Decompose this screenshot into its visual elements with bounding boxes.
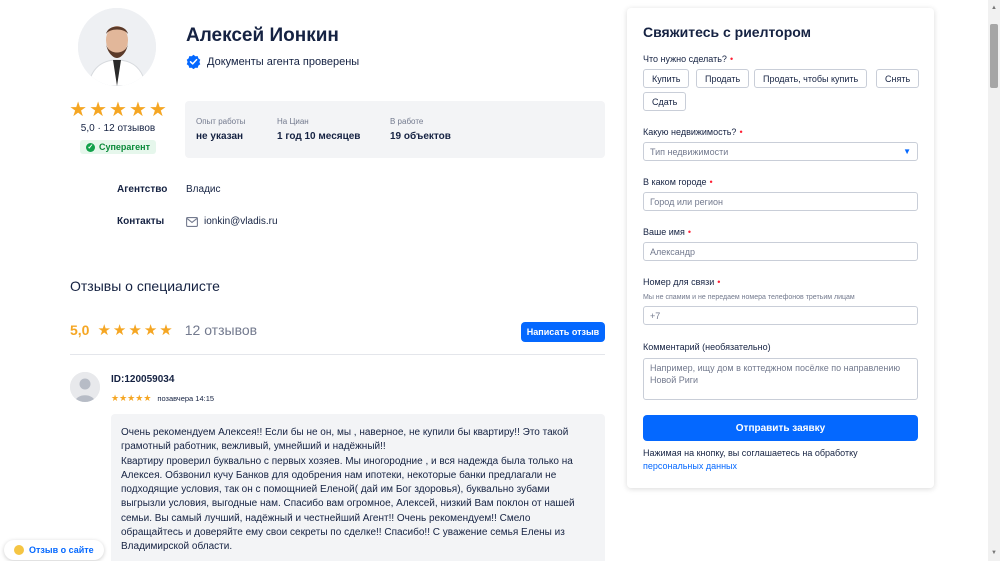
phone-placeholder: +7	[650, 310, 661, 321]
required-mark: •	[739, 127, 743, 137]
stat-label: На Циан	[277, 117, 309, 126]
superagent-icon: ✓	[87, 144, 94, 151]
star-icon: ★	[159, 321, 173, 339]
agree-text	[643, 447, 918, 473]
star-icon: ★	[112, 321, 127, 339]
city-input[interactable]	[643, 192, 918, 211]
site-feedback-button[interactable]	[4, 540, 104, 560]
chip-buy[interactable]: Купить	[643, 69, 689, 88]
chip-lease[interactable]: Сдать	[643, 92, 686, 111]
what-label-text: Что нужно сделать?	[643, 54, 727, 64]
reviews-title: Отзывы о специалисте	[70, 278, 220, 294]
stat-value: 1 год 10 месяцев	[277, 131, 361, 142]
chip-sell-to-buy[interactable]: Продать, чтобы купить	[754, 69, 867, 88]
rating-stars	[70, 100, 166, 120]
property-placeholder: Тип недвижимости	[650, 146, 729, 157]
city-label-text: В каком городе	[643, 177, 707, 187]
review-text: Очень рекомендуем Алексея!! Если бы не он, мы , наверное, не купили бы квартиру!! Это такой грамотный работник, вежливый, умнейший и надёжный!! Квартиру проверил буквально с первых хозяев. Мы иногородние , и вся надежда была только на Алексея. Обзвонил кучу Банков для одобрения нам ипотеки, некоторые банки предлагали не подходящие условия, так он с помощнией Еленой( дай им Бог здоровья), буквально зубами выгрызли условия, выгодные нам. Спасибо вам огромное, Алексей, низкий Вам поклон от нашей семьи. Вы самый лучший, надёжный и честнейший Агент!! Очень рекомендуем!! Смело обращайтесь и доверяйте ему свои секреты по сделке!! Спасибо!! С уважение семья Елены из Владимирской области.	[111, 414, 605, 561]
property-label-text: Какую недвижимость?	[643, 127, 737, 137]
star-icon: ★	[143, 393, 152, 403]
star-icon: ★	[109, 99, 127, 121]
stat-value: 19 объектов	[390, 131, 451, 142]
agent-name: Алексей Ионкин	[186, 25, 339, 46]
reviews-stars	[97, 323, 172, 338]
agent-stats	[185, 101, 605, 158]
comment-label: Комментарий (необязательно)	[643, 342, 771, 352]
star-icon: ★	[97, 321, 111, 339]
agent-rating	[70, 100, 166, 154]
review-stars	[111, 393, 151, 404]
reviewer-avatar-icon	[70, 372, 100, 402]
comment-textarea[interactable]: Например, ищу дом в коттеджном посёлке по направлению Новой Риги	[643, 358, 918, 400]
contacts-label: Контакты	[117, 216, 165, 227]
stat-experience	[196, 117, 245, 142]
stat-on-cian	[277, 117, 360, 142]
scroll-up-icon[interactable]: ▲	[991, 5, 997, 11]
agency-label: Агентство	[117, 184, 168, 195]
stat-label: В работе	[390, 117, 424, 126]
phone-label	[643, 277, 720, 287]
agree-text-body: Нажимая на кнопку, вы соглашаетесь на обработку	[643, 448, 858, 458]
review-date: позавчера 14:15	[157, 394, 215, 403]
reviews-summary	[70, 322, 257, 338]
chevron-down-icon: ▼	[903, 147, 911, 156]
phone-label-text: Номер для связи	[643, 277, 715, 287]
verified-badge	[186, 54, 359, 69]
contacts-value	[186, 216, 278, 227]
review-id: ID:120059034	[111, 374, 175, 385]
agent-avatar	[78, 8, 156, 86]
star-icon: ★	[127, 393, 136, 403]
write-review-button[interactable]: Написать отзыв	[521, 322, 605, 342]
phone-input[interactable]	[643, 306, 918, 325]
name-placeholder: Александр	[650, 246, 696, 257]
required-mark: •	[709, 177, 713, 187]
verified-text: Документы агента проверены	[207, 55, 360, 68]
phone-hint: Мы не спамим и не передаем номера телефонов третьим лицам	[643, 294, 855, 301]
required-mark: •	[687, 227, 691, 237]
city-placeholder: Город или регион	[650, 196, 723, 207]
property-label	[643, 127, 743, 137]
stat-label: Опыт работы	[196, 117, 246, 126]
superagent-badge	[80, 140, 156, 154]
star-icon: ★	[89, 99, 108, 121]
what-label	[643, 54, 733, 64]
personal-data-link[interactable]: персональных данных	[643, 461, 738, 471]
superagent-label: Суперагент	[98, 142, 151, 152]
agency-value: Владис	[186, 184, 221, 195]
contacts-row	[117, 216, 278, 227]
form-title: Свяжитесь с риелтором	[643, 24, 811, 40]
submit-button[interactable]: Отправить заявку	[643, 415, 918, 441]
chip-rent[interactable]: Снять	[876, 69, 919, 88]
stat-in-work	[390, 117, 451, 142]
star-icon: ★	[111, 393, 120, 403]
stat-value: не указан	[196, 131, 244, 142]
verified-check-icon	[186, 54, 201, 69]
name-input[interactable]	[643, 242, 918, 261]
property-type-select[interactable]	[643, 142, 918, 161]
reviews-score: 5,0	[70, 322, 90, 338]
name-label-text: Ваше имя	[643, 227, 685, 237]
star-icon: ★	[143, 321, 158, 339]
required-mark: •	[729, 54, 734, 64]
chip-sell[interactable]: Продать	[696, 69, 749, 88]
reviews-count: 12 отзывов	[184, 322, 258, 338]
star-icon: ★	[119, 393, 128, 403]
page-scrollbar[interactable]	[988, 0, 1000, 561]
scrollbar-thumb[interactable]	[990, 24, 998, 88]
star-icon: ★	[128, 99, 147, 121]
smile-icon	[14, 545, 24, 555]
contact-form	[627, 8, 934, 488]
site-feedback-label: Отзыв о сайте	[29, 545, 94, 555]
required-mark: •	[717, 277, 721, 287]
review-meta	[111, 393, 214, 404]
name-label	[643, 227, 691, 237]
star-icon: ★	[69, 99, 88, 121]
mail-icon	[186, 217, 198, 227]
email-link[interactable]: ionkin@vladis.ru	[204, 216, 278, 227]
scroll-down-icon[interactable]: ▼	[991, 550, 997, 556]
city-label	[643, 177, 713, 187]
star-icon: ★	[148, 99, 167, 121]
divider	[70, 354, 605, 355]
agency-row	[117, 184, 221, 195]
rating-text: 5,0 · 12 отзывов	[80, 123, 156, 134]
star-icon: ★	[128, 321, 142, 339]
star-icon: ★	[135, 393, 144, 403]
